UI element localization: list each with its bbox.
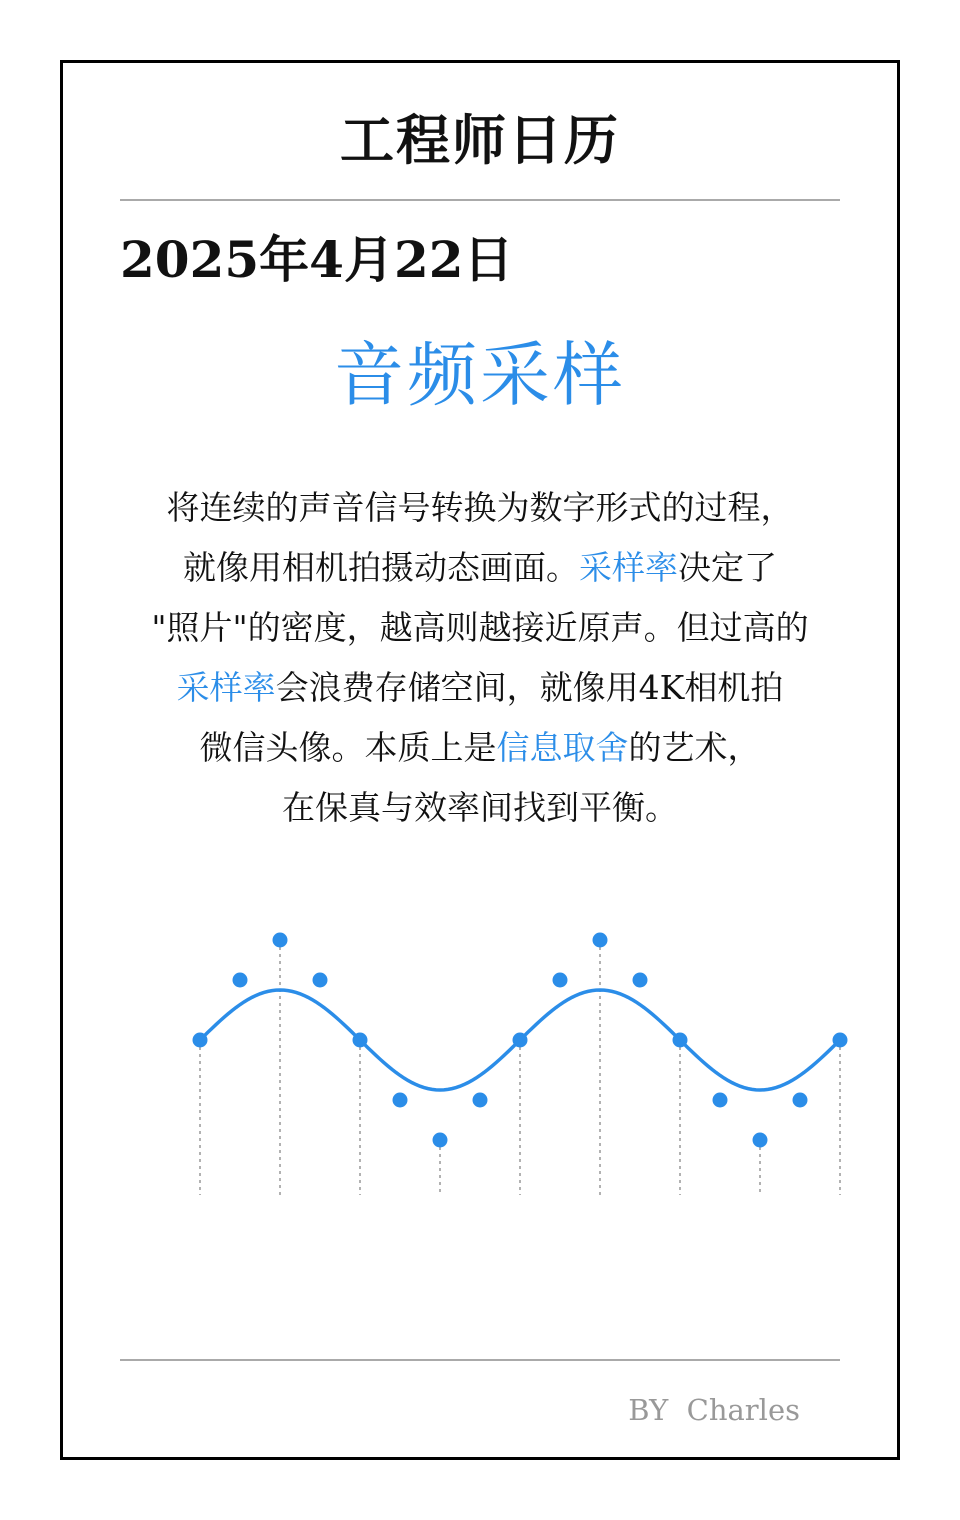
paragraph-line (120, 538, 840, 598)
page-title: 工程师日历 (340, 108, 620, 172)
bottom-divider (120, 1359, 840, 1361)
paragraph-text: 决定了 (678, 548, 777, 587)
paragraph-text: 的艺术， (628, 728, 761, 767)
sample-point (313, 973, 328, 988)
highlighted-term: 信息取舍 (496, 728, 629, 767)
sample-point (633, 973, 648, 988)
paragraph-line (120, 778, 840, 838)
sample-point (393, 1093, 408, 1108)
author-signature: BY Charles (628, 1393, 800, 1427)
paragraph-text: 就像用相机拍摄动态画面。 (183, 548, 579, 587)
sample-point (673, 1033, 688, 1048)
paragraph-text: "照片"的密度，越高则越接近原声。但过高的 (151, 608, 809, 647)
sample-point (793, 1093, 808, 1108)
sample-point (233, 973, 248, 988)
sample-point (553, 973, 568, 988)
sample-point (433, 1133, 448, 1148)
sample-point (513, 1033, 528, 1048)
sample-point (353, 1033, 368, 1048)
description-paragraph (120, 478, 840, 838)
top-divider (120, 199, 840, 201)
paragraph-text: 在保真与效率间找到平衡。 (282, 788, 678, 827)
paragraph-line (120, 598, 840, 658)
paragraph-line (120, 658, 840, 718)
sampled-waveform-illustration (0, 900, 960, 1220)
sample-point (833, 1033, 848, 1048)
highlighted-term: 采样率 (579, 548, 678, 587)
sample-point (713, 1093, 728, 1108)
paragraph-line (120, 718, 840, 778)
sample-point (273, 933, 288, 948)
paragraph-text: 会浪费存储空间，就像用4K相机拍 (275, 668, 784, 707)
highlighted-term: 采样率 (176, 668, 276, 707)
sample-point (753, 1133, 768, 1148)
sample-point (193, 1033, 208, 1048)
paragraph-line (120, 478, 840, 538)
paragraph-text: 将连续的声音信号转换为数字形式的过程， (166, 488, 794, 527)
sample-point (593, 933, 608, 948)
sample-point (473, 1093, 488, 1108)
topic-heading: 音频采样 (334, 334, 626, 416)
date-label: 2025年4月22日 (120, 230, 514, 289)
paragraph-text: 微信头像。本质上是 (199, 728, 497, 767)
